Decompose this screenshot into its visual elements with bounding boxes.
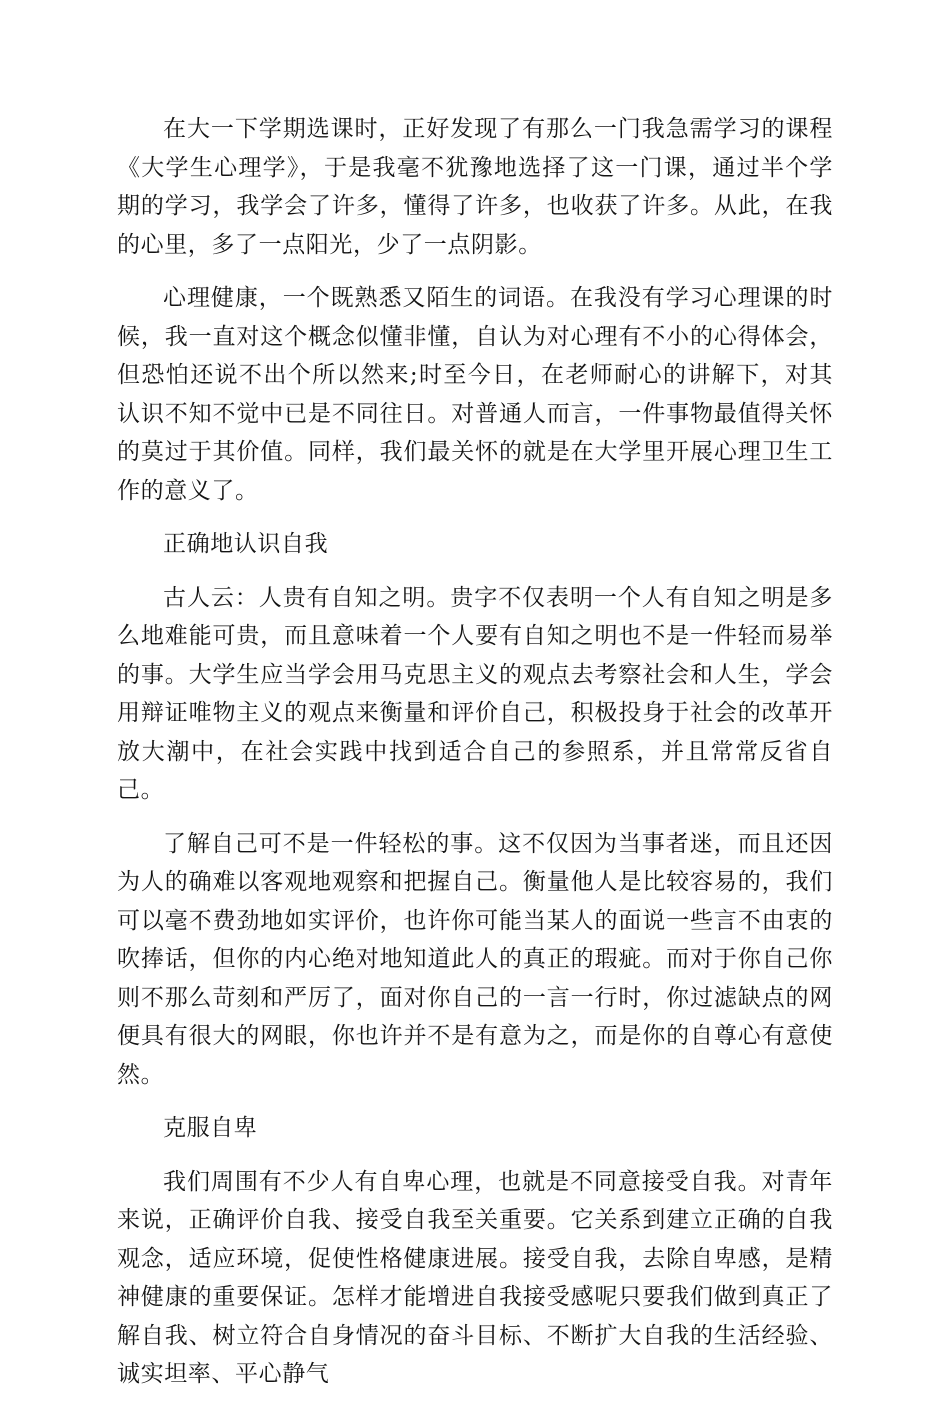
- paragraph-mental-health: 心理健康，一个既熟悉又陌生的词语。在我没有学习心理课的时候，我一直对这个概念似懂非懂，自认为对心理有不小的心得体会，但恐怕还说不出个所以然来;时至今日，在老师耐心的讲解下，对其认识不知不觉中已是不同往日。对普通人而言，一件事物最值得关怀的莫过于其价值。同样，我们最关怀的就是在大学里开展心理卫生工作的意义了。: [117, 285, 833, 504]
- section-heading-overcome-inferiority: 克服自卑: [163, 1115, 258, 1141]
- paragraph-course-selection: 在大一下学期选课时，正好发现了有那么一门我急需学习的课程《大学生心理学》，于是我毫不犹豫地选择了这一门课，通过半个学期的学习，我学会了许多，懂得了许多，也收获了许多。从此，在我的心里，多了一点阳光，少了一点阴影。: [117, 116, 833, 258]
- section-heading-self-knowledge: 正确地认识自我: [163, 531, 329, 557]
- paragraph-inferiority: 我们周围有不少人有自卑心理，也就是不同意接受自我。对青年来说，正确评价自我、接受自我至关重要。它关系到建立正确的自我观念，适应环境，促使性格健康进展。接受自我，去除自卑感，是精神健康的重要保证。怎样才能增进自我接受感呢只要我们做到真正了解自我、树立符合自身情况的奋斗目标、不断扩大自我的生活经验、诚实坦率、平心静气: [117, 1168, 833, 1387]
- paragraph-self-awareness: 古人云：人贵有自知之明。贵字不仅表明一个人有自知之明是多么地难能可贵，而且意味着一个人要有自知之明也不是一件轻而易举的事。大学生应当学会用马克思主义的观点去考察社会和人生，学会用辩证唯物主义的观点来衡量和评价自己，积极投身于社会的改革开放大潮中，在社会实践中找到适合自己的参照系，并且常常反省自己。: [117, 584, 833, 803]
- document-body: [117, 110, 833, 1409]
- paragraph-understanding-self: 了解自己可不是一件轻松的事。这不仅因为当事者迷，而且还因为人的确难以客观地观察和把握自己。衡量他人是比较容易的，我们可以毫不费劲地如实评价，也许你可能当某人的面说一些言不由衷的吹捧话，但你的内心绝对地知道此人的真正的瑕疵。而对于你自己你则不那么苛刻和严厉了，面对你自己的一言一行时，你过滤缺点的网便具有很大的网眼，你也许并不是有意为之，而是你的自尊心有意使然。: [117, 830, 833, 1088]
